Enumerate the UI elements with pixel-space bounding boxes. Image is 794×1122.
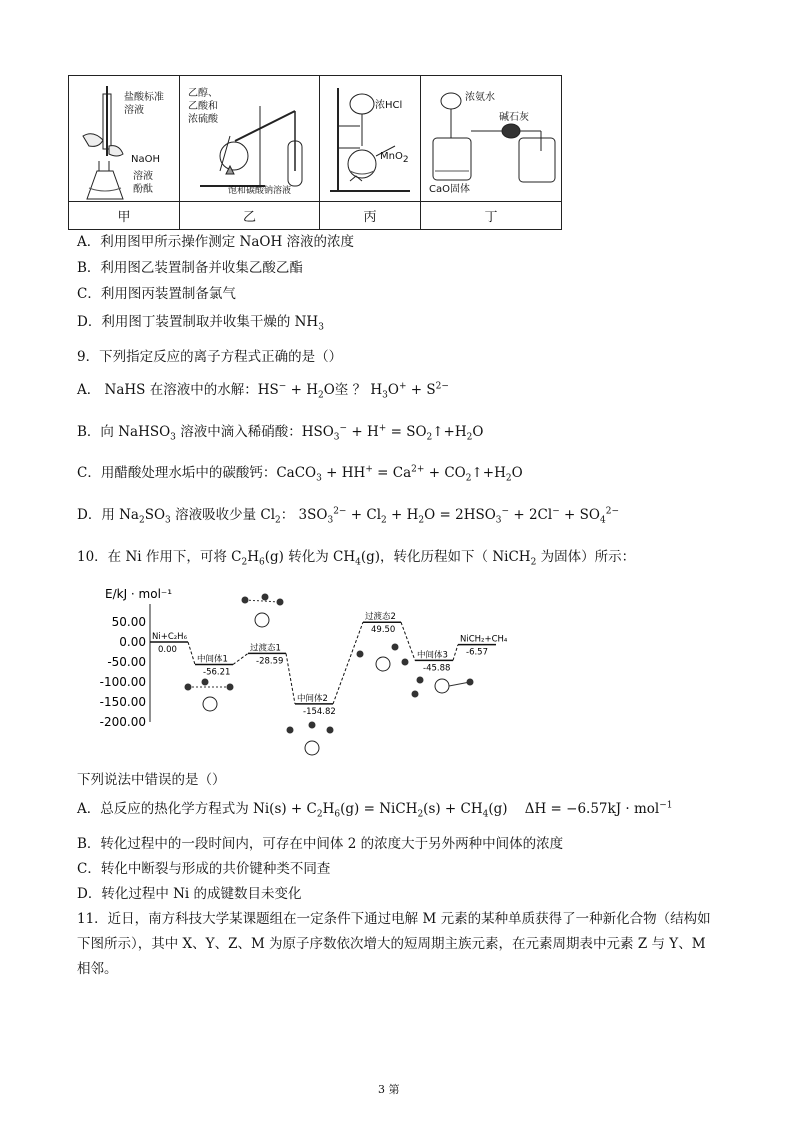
q10-a-sub4: 4	[482, 809, 489, 820]
q10-stem-sub1: 2	[241, 557, 248, 568]
connector-2	[233, 653, 248, 664]
q9-a-eq5: H	[366, 382, 383, 398]
jia-cap-3: NaOH	[131, 154, 160, 165]
chart-ytick-5: -200.00	[99, 715, 146, 729]
connector-4	[333, 622, 363, 704]
q9-a-eq2: + H	[286, 382, 318, 398]
connector-1	[188, 642, 195, 664]
fig-label-jia: 甲	[69, 202, 180, 230]
q9-c-sup2: 2+	[411, 464, 425, 475]
q9-d-eq6: + SO	[559, 507, 600, 523]
level-value-4: 49.50	[371, 625, 396, 636]
page-number: 3 第	[378, 1083, 400, 1096]
q9-b-eq2: + H	[347, 424, 379, 440]
q9-c-eq1: CaCO	[276, 465, 317, 481]
chart-ylabel: E/kJ · mol⁻¹	[105, 587, 173, 601]
q8-option-b: B．利用图乙装置制备并收集乙酸乙酯	[77, 260, 303, 276]
level-name-4: 过渡态2	[365, 612, 396, 623]
fig-cell-jia	[69, 76, 180, 202]
fig-cell-bing	[320, 76, 421, 202]
level-name-6: NiCH₂+CH₄	[460, 634, 508, 645]
chart-yticks	[100, 615, 146, 729]
q10-option-d: D．转化过程中 Ni 的成键数目未变化	[77, 886, 302, 902]
q9-b-sub1: 3	[333, 432, 340, 443]
q9-a-sub2: 3	[382, 390, 388, 401]
jia-cap-1: 盐酸标准	[124, 92, 164, 103]
ding-cap-3: CaO固体	[429, 184, 470, 195]
q9-b-sup1: −	[339, 423, 348, 434]
q10-a-sub2: 6	[334, 809, 341, 820]
apparatus-yi	[180, 76, 319, 201]
ding-cap-2: 碱石灰	[499, 112, 529, 123]
q11-line-1: 11．近日，南方科技大学某课题组在一定条件下通过电解 M 元素的某种单质获得了一种新化合物（结构如	[77, 911, 711, 927]
q10-option-c: C．转化中断裂与形成的共价键种类不同查	[77, 861, 331, 877]
q9-d-sub0: 2	[138, 515, 145, 526]
q9-d-sub4: 3	[495, 515, 502, 526]
q9-c-sup1: +	[365, 464, 373, 475]
q9-d-sub5: 4	[599, 515, 606, 526]
level-value-1: -56.21	[203, 667, 231, 678]
fig-cell-yi	[180, 76, 320, 202]
level-name-1: 中间体1	[197, 654, 228, 665]
level-value-2: -28.59	[256, 656, 284, 667]
fig-cell-ding	[421, 76, 562, 202]
q9-d-sup4: 2−	[605, 506, 619, 517]
chart-ytick-0: 50.00	[111, 615, 146, 629]
q9-b-eq3: = SO	[386, 424, 427, 440]
chart-ytick-3: -100.00	[99, 675, 146, 689]
q10-stem-sub2: 6	[259, 557, 265, 568]
q10-option-b: B．转化过程中的一段时间内，可存在中间体 2 的浓度大于另外两种中间体的浓度	[77, 836, 564, 852]
fig-label-yi: 乙	[180, 202, 320, 230]
q10-a-eq4: (s) + CH	[423, 801, 483, 817]
jia-cap-4: 溶液	[133, 171, 153, 182]
q9-d-mid3: ：	[280, 507, 295, 523]
q9-d-eq3: + H	[386, 507, 419, 523]
q8-option-c: C．利用图丙装置制备氯气	[77, 286, 236, 302]
q9-a-sup2: +	[398, 381, 407, 392]
chart-ytick-1: 0.00	[119, 635, 146, 649]
chlorine-drawing	[320, 76, 420, 201]
apparatus-ding	[421, 76, 561, 201]
jia-cap-2: 溶液	[124, 105, 144, 116]
bing-cap-2-text: MnO	[380, 151, 403, 162]
q9-d-sup1: 2−	[333, 506, 347, 517]
q10-stem-b: (g) 转化为 CH	[264, 549, 356, 565]
q9-c-text: C．用醋酸处理水垢中的碳酸钙：	[77, 465, 277, 481]
q9-d-sup2: −	[501, 506, 510, 517]
bing-cap-2	[380, 151, 409, 165]
q9-a-sup1: −	[278, 381, 287, 392]
level-name-0: Ni+C₂H₆	[152, 632, 187, 642]
q9-c-eq5: ↑+H	[471, 465, 506, 481]
q9-d-eq1: 3SO	[298, 507, 328, 523]
q10-a-eq1: Ni(s) + C	[253, 801, 317, 817]
q9-option-a	[77, 381, 449, 399]
level-value-6: -6.57	[466, 647, 488, 658]
level-value-0: 0.00	[158, 645, 177, 655]
q9-d-sub3: 2	[418, 515, 425, 526]
q9-d-eq2: + Cl	[346, 507, 382, 523]
fig-label-ding: 丁	[421, 202, 562, 230]
q8-d-sub: 3	[318, 322, 324, 333]
level-name-2: 过渡态1	[250, 643, 281, 654]
q10-stem-a: H	[247, 549, 260, 565]
connector-6	[453, 645, 458, 661]
q9-option-c	[77, 464, 523, 482]
q9-option-d	[77, 506, 619, 524]
q10-stem	[77, 548, 635, 566]
fig-label-bing: 丙	[320, 202, 421, 230]
ding-cap-1: 浓氨水	[465, 92, 495, 103]
q8-option-a: A．利用图甲所示操作测定 NaOH 溶液的浓度	[77, 234, 355, 250]
q9-d-mid1: SO	[144, 507, 166, 523]
connector-3	[286, 653, 295, 703]
apparatus-bing	[320, 76, 420, 201]
level-value-3: -154.82	[303, 706, 336, 717]
q9-b-eq5: O	[472, 424, 484, 440]
q10-a-eq3: (g) = NiCH	[340, 801, 418, 817]
q11-line-2: 下图所示），其中 X、Y、Z、M 为原子序数依次增大的短周期主族元素，在元素周期表中元素 Z 与 Y、M	[77, 936, 706, 952]
q9-c-eq3: = Ca	[372, 465, 412, 481]
q9-b-sub2: 2	[426, 432, 433, 443]
q10-stem-sub4: 2	[530, 557, 537, 568]
q10-a-dh: ΔH = −6.57kJ · mol	[524, 801, 660, 817]
q8-d-text: D．利用图丁装置制取并收集干燥的 NH	[77, 314, 319, 330]
q9-b-text: B．向 NaHSO	[77, 424, 171, 440]
q9-c-sub1: 3	[316, 473, 322, 484]
q9-d-sup3: −	[552, 506, 560, 517]
q10-a-eq2: H	[322, 801, 335, 817]
q9-d-mid2: 溶液吸收少量 Cl	[170, 507, 276, 523]
q10-stem-sub3: 4	[355, 557, 361, 568]
q9-d-sub01: 2	[275, 515, 281, 526]
chart-ytick-2: -50.00	[107, 655, 146, 669]
q9-b-sub0: 3	[170, 432, 176, 443]
energy-profile-chart	[80, 582, 540, 757]
q9-a-eq3: O	[323, 382, 335, 398]
q9-a-eq4: 垐 ？	[334, 382, 367, 398]
q9-b-sub3: 2	[466, 432, 473, 443]
q10-stem-pre: 10．在 Ni 作用下，可将 C	[77, 549, 242, 565]
yi-cap-1: 乙醇、	[188, 88, 218, 99]
q10-option-a	[77, 800, 673, 818]
yi-cap-2: 乙酸和	[188, 101, 218, 112]
q10-stem-c: (g)，转化历程如下（ NiCH	[360, 549, 531, 565]
q9-c-eq4: + CO	[424, 465, 466, 481]
q9-a-text: A． NaHS 在溶液中的水解：	[77, 382, 258, 398]
q9-b-eq1: HSO	[301, 424, 334, 440]
q9-d-eq4: O = 2HSO	[424, 507, 496, 523]
q10-a-dhsup: −1	[659, 800, 673, 811]
q10-a-sub3: 2	[417, 809, 424, 820]
q9-c-eq2: + HH	[321, 465, 366, 481]
q9-d-sub1: 3	[327, 515, 334, 526]
level-name-5: 中间体3	[417, 650, 448, 661]
jia-cap-5: 酚酞	[133, 184, 153, 195]
q9-b-mid: 溶液中滴入稀硝酸：	[175, 424, 302, 440]
bing-cap-1: 浓HCl	[375, 100, 403, 111]
connector-5	[401, 622, 415, 660]
q9-c-sub2: 2	[465, 473, 472, 484]
q10-after: 下列说法中错误的是（）	[77, 772, 226, 788]
bing-cap-2-sub: 2	[402, 155, 409, 165]
q9-a-eq7: + S	[406, 382, 436, 398]
q10-a-sub1: 2	[316, 809, 323, 820]
apparatus-jia	[69, 76, 179, 201]
q9-d-sub00: 3	[165, 515, 171, 526]
q8-option-d	[77, 313, 324, 331]
yi-cap-4: 饱和碳酸钠溶液	[228, 186, 292, 196]
level-value-5: -45.88	[423, 663, 451, 674]
q9-a-sup3: 2−	[435, 381, 449, 392]
q9-c-sub3: 2	[505, 473, 512, 484]
q9-b-eq4: ↑+H	[432, 424, 467, 440]
q9-option-b	[77, 423, 483, 441]
q9-d-text: D．用 Na	[77, 507, 139, 523]
level-name-3: 中间体2	[297, 693, 328, 704]
apparatus-figure-table	[68, 75, 562, 230]
q10-stem-d: 为固体）所示：	[536, 549, 636, 565]
q10-a-text: A．总反应的热化学方程式为	[77, 801, 254, 817]
chart-ytick-4: -150.00	[99, 695, 146, 709]
q9-d-sub2: 2	[381, 515, 387, 526]
q11-line-3: 相邻。	[77, 961, 118, 977]
q9-d-eq5: + 2Cl	[509, 507, 553, 523]
q9-c-eq6: O	[511, 465, 523, 481]
q9-stem: 9．下列指定反应的离子方程式正确的是（）	[77, 349, 343, 365]
q9-a-eq6: O	[387, 382, 399, 398]
q9-a-sub1: 2	[317, 390, 324, 401]
q10-a-eq5: (g)	[488, 801, 508, 817]
q9-a-eq1: HS	[257, 382, 279, 398]
q9-b-sup2: +	[378, 423, 387, 434]
yi-cap-3: 浓硫酸	[188, 114, 218, 125]
